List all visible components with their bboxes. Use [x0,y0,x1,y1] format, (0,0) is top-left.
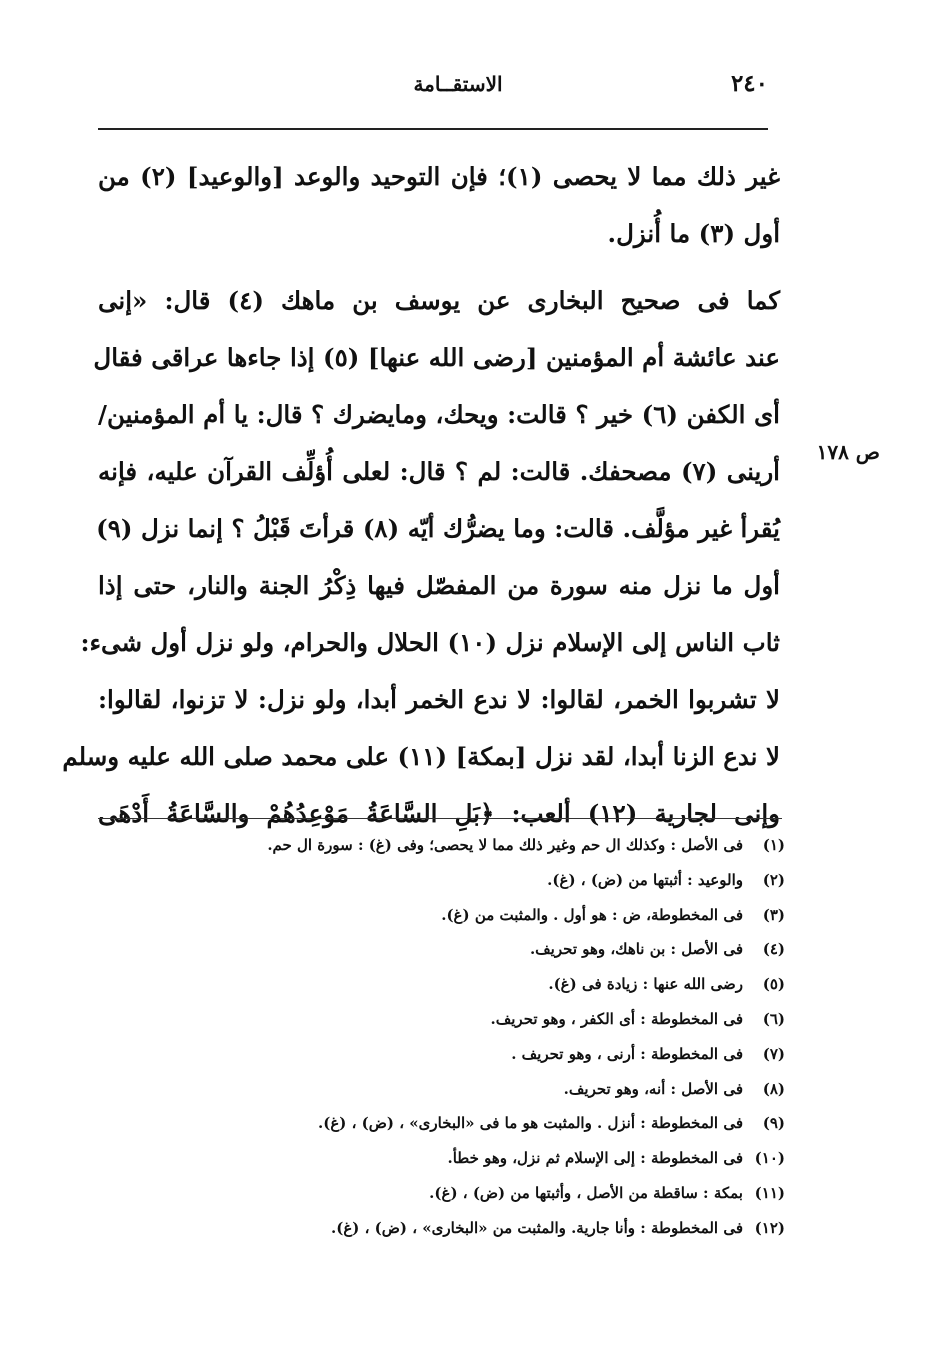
body-line: أى الكفن (٦) خير ؟ قالت: ويحك، ومايضرك ؟ قال: يا أم المؤمنين/ [98,400,780,429]
body-line: وإنى لجارية (١٢) ألعب: ﴿بَلِ السَّاعَةُ مَوْعِدُهُمْ والسَّاعَةُ أَدْهَى [98,799,780,828]
body-line: ثاب الناس إلى الإسلام نزل (١٠) الحلال والحرام، ولو نزل أول شىء: [80,628,780,657]
body-line: غير ذلك مما لا يحصى (١)؛ فإن التوحيد والوعد [والوعيد] (٢) من [98,162,780,191]
footnote [150,1141,785,1176]
footnote-text: رضى الله عنها : زيادة فى (غ). [548,975,743,994]
running-title: الاستقــامة [413,72,503,96]
body-line: أول (٣) ما أُنزل. [607,219,780,248]
margin-page-reference: ص ١٧٨ [816,440,880,464]
footnote-text: فى المخطوطة : أى الكفر ، وهو تحريف. [490,1009,743,1028]
footnote-number: (١) [762,836,785,854]
body-line: عند عائشة أم المؤمنين [رضى الله عنها] (٥) إذا جاءها عراقى فقال [93,343,780,372]
footnotes [150,828,785,1246]
footnote [150,1037,785,1072]
footnote-number: (١٠) [754,1149,785,1168]
footnote-separator [98,818,782,819]
body-line: لا ندع الزنا أبدا، لقد نزل [بمكة] (١١) على محمد صلى الله عليه وسلم [62,742,780,771]
body-line: أرينى (٧) مصحفك. قالت: لم ؟ قال: لعلى أُؤلِّف القرآن عليه، فإنه [98,457,780,486]
footnote [150,828,785,863]
footnote-text: والوعيد : أثبتها من (ض) ، (غ). [547,870,743,889]
body-line: أول ما نزل منه سورة من المفصّل فيها ذِكْرُ الجنة والنار، حتى إذا [98,571,780,600]
footnote-number: (٣) [762,905,785,924]
body-line: كما فى صحيح البخارى عن يوسف بن ماهك (٤) قال: «إنى [98,286,781,315]
body-text [62,148,781,842]
page-number: ٢٤٠ [730,70,768,97]
footnote [150,967,785,1002]
footnote-text: فى المخطوطة : إلى الإسلام ثم نزل، وهو خطأ. [447,1149,743,1168]
footnote-number: (٨) [762,1079,785,1098]
footnote-number: (٤) [762,940,785,959]
page-header [98,70,768,106]
footnote-text: فى المخطوطة : أرنى ، وهو تحريف . [511,1044,743,1063]
body-line: يُقرأ غير مؤلَّف. قالت: وما يضرُّك أيّه (٨) قرأتَ قَبْلُ ؟ إنما نزل (٩) [96,514,780,543]
footnote-number: (١١) [754,1183,785,1202]
footnote-number: (٩) [762,1114,785,1133]
footnote-text: فى المخطوطة : أنزل . والمثبت هو ما فى «البخارى» ، (ض) ، (غ). [318,1114,743,1133]
footnote [150,932,785,967]
header-rule [98,128,768,130]
footnote [150,1176,785,1211]
footnote-text: فى الأصل : بن ناهك، وهو تحريف. [529,940,743,959]
footnote [150,1072,785,1107]
body-line: لا تشربوا الخمر، لقالوا: لا ندع الخمر أبدا، ولو نزل: لا تزنوا، لقالوا: [98,685,780,714]
footnote [150,1211,785,1246]
footnote-number: (١٢) [754,1218,785,1237]
footnote-text: فى الأصل : وكذلك ال حم وغير ذلك مما لا يحصى؛ وفى (غ) : سورة ال حم. [267,836,743,854]
footnote [150,863,785,898]
footnote-text: بمكة : ساقطة من الأصل ، وأثبتها من (ض) ، (غ). [429,1183,743,1202]
footnote [150,1106,785,1141]
footnote-number: (٢) [762,870,785,889]
footnote-number: (٥) [762,975,785,994]
footnote-number: (٦) [762,1009,785,1028]
footnote [150,898,785,933]
footnote-text: فى المخطوطة : وأنا جارية. والمثبت من «البخارى» ، (ض) ، (غ). [331,1218,743,1237]
footnote-number: (٧) [762,1044,785,1063]
footnote-text: فى المخطوطة، ض : هو أول . والمثبت من (غ). [441,905,743,924]
footnote-text: فى الأصل : أنه، وهو تحريف. [563,1079,743,1098]
footnote [150,1002,785,1037]
